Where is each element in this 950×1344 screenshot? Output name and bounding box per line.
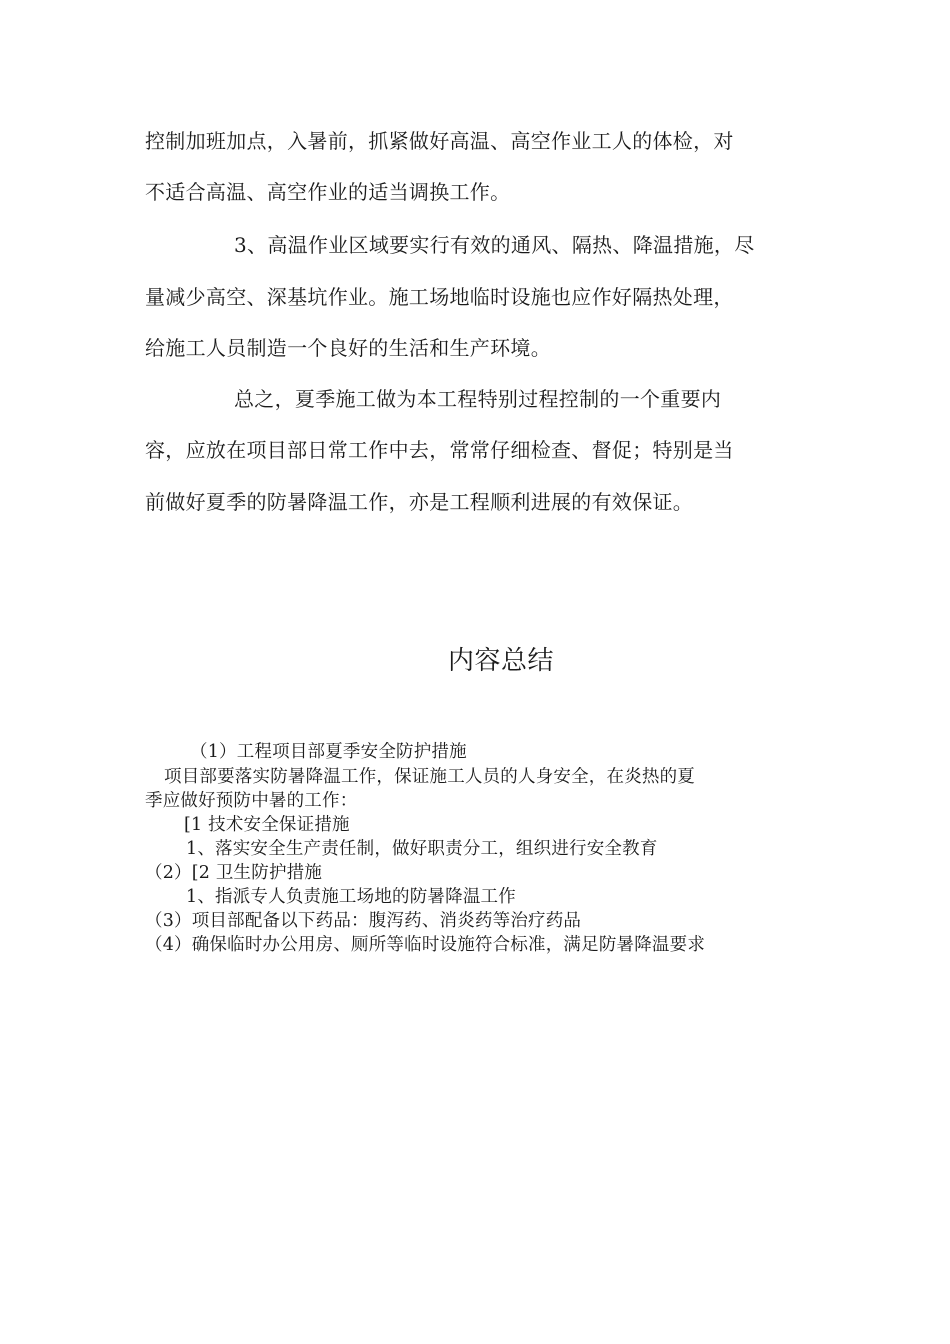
body-line-5: 给施工人员制造一个良好的生活和生产环境。 — [145, 336, 551, 360]
summary-line-7: 1、指派专人负责施工场地的防暑降温工作 — [186, 887, 516, 907]
body-line-4: 量减少高空、深基坑作业。施工场地临时设施也应作好隔热处理， — [145, 285, 734, 309]
body-line-3: 3、高温作业区域要实行有效的通风、隔热、降温措施，尽 — [234, 233, 755, 257]
summary-line-3: 季应做好预防中暑的工作： — [145, 791, 358, 811]
body-line-2: 不适合高温、高空作业的适当调换工作。 — [145, 180, 511, 204]
body-line-1: 控制加班加点，入暑前，抓紧做好高温、高空作业工人的体检，对 — [145, 129, 734, 153]
summary-heading: 内容总结 — [448, 646, 555, 676]
body-line-6: 总之，夏季施工做为本工程特别过程控制的一个重要内 — [234, 387, 722, 411]
summary-line-8: （3）项目部配备以下药品：腹泻药、消炎药等治疗药品 — [145, 911, 582, 931]
summary-line-4: [1 技术安全保证措施 — [184, 815, 350, 835]
summary-line-5: 1、落实安全生产责任制，做好职责分工，组织进行安全教育 — [186, 839, 658, 859]
summary-line-2: 项目部要落实防暑降温工作，保证施工人员的人身安全，在炎热的夏 — [164, 767, 695, 787]
summary-line-1: （1）工程项目部夏季安全防护措施 — [190, 742, 467, 762]
body-line-7: 容，应放在项目部日常工作中去，常常仔细检查、督促；特别是当 — [145, 438, 734, 462]
body-line-8: 前做好夏季的防暑降温工作，亦是工程顺利进展的有效保证。 — [145, 490, 694, 514]
summary-line-6: （2）[2 卫生防护措施 — [145, 863, 323, 883]
summary-line-9: （4）确保临时办公用房、厕所等临时设施符合标准，满足防暑降温要求 — [145, 935, 706, 955]
